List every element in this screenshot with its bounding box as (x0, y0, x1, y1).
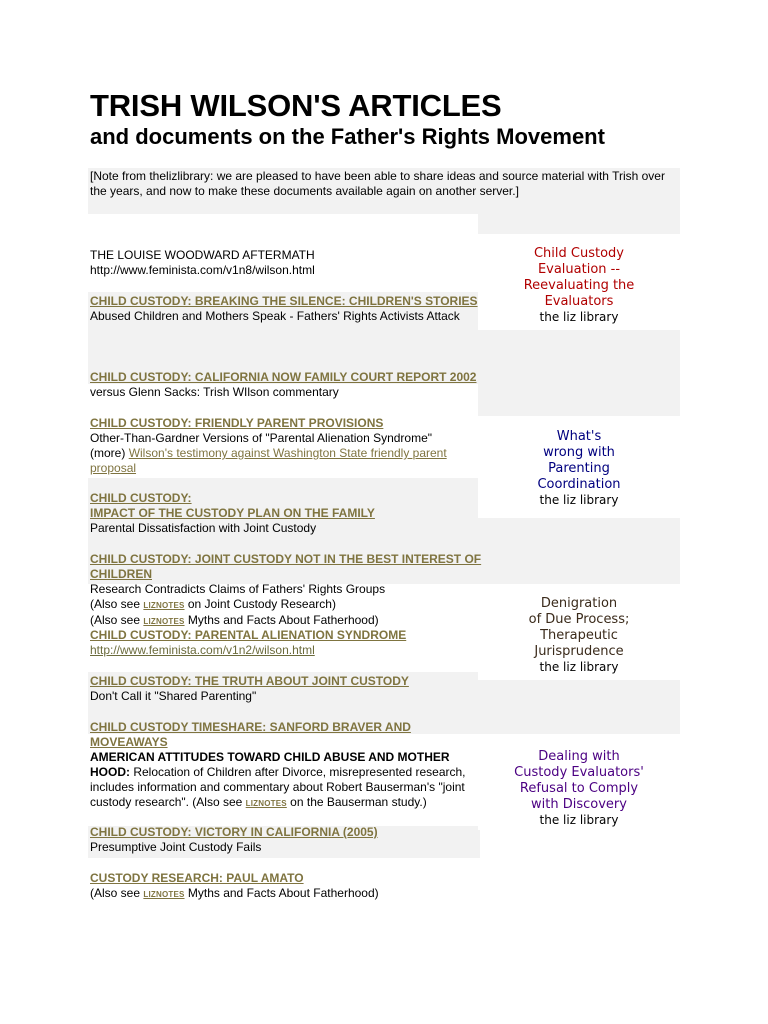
also-see-line (90, 613, 485, 629)
also-see-prefix: (Also see (90, 597, 141, 611)
sidebar-link-due-process[interactable] (478, 584, 680, 680)
sidebar-line: Therapeutic (540, 628, 618, 643)
sidebar-link-custody-evaluation[interactable] (478, 234, 680, 330)
article-link-california-now[interactable]: CHILD CUSTODY: CALIFORNIA NOW FAMILY COURT REPORT 2002 (90, 370, 477, 384)
sidebar-box-text (484, 749, 674, 828)
sidebar-link-parenting-coordination[interactable] (478, 416, 680, 518)
article-link-impact-heading[interactable]: CHILD CUSTODY: (90, 491, 192, 505)
editor-note: [Note from thelizlibrary: we are pleased to have been able to share ideas and source material with Trish over the years, and now to make these documents available again on another server.] (90, 169, 665, 198)
gray-band (478, 682, 680, 734)
article-link-paul-amato[interactable]: CUSTODY RESEARCH: PAUL AMATO (90, 871, 304, 885)
entry-description (90, 750, 485, 811)
sidebar-line: with Discovery (531, 797, 627, 812)
sidebar-line: Evaluators (544, 294, 614, 309)
liznotes-link[interactable]: LIZNOTES (245, 799, 287, 808)
sidebar-library-label: the liz library (539, 660, 619, 674)
sidebar-line: Parenting (548, 461, 610, 476)
entry-joint-custody (90, 552, 485, 629)
also-see-prefix: (Also see (90, 886, 141, 900)
more-label: (more) (90, 446, 126, 460)
gray-band (478, 214, 680, 234)
also-see-line (90, 597, 485, 613)
sidebar-line: Custody Evaluators' (514, 765, 644, 780)
entry-pas (90, 628, 485, 658)
entry-description: Don't Call it "Shared Parenting" (90, 689, 257, 703)
sidebar-box-text (484, 246, 674, 325)
entry-description: Research Contradicts Claims of Fathers' Rights Groups (90, 582, 386, 596)
sidebar-line: Child Custody (533, 246, 624, 261)
page-subtitle: and documents on the Father's Rights Movement (90, 124, 605, 149)
description-suffix: on the Bauserman study.) (290, 795, 427, 809)
sidebar-box-text (484, 596, 674, 675)
article-link-breaking-silence[interactable]: CHILD CUSTODY: BREAKING THE SILENCE: CHILDREN'S STORIES (90, 294, 478, 308)
article-link-impact[interactable]: IMPACT OF THE CUSTODY PLAN ON THE FAMILY (90, 506, 375, 520)
entry-truth-joint (90, 674, 485, 704)
entry-paul-amato (90, 871, 485, 902)
entry-description: Presumptive Joint Custody Fails (90, 840, 262, 854)
gray-band (478, 518, 680, 584)
also-see-line (90, 886, 485, 902)
sidebar-line: Evaluation -- (537, 262, 621, 277)
entry-title: THE LOUISE WOODWARD AFTERMATH (90, 248, 315, 262)
sidebar-line: Refusal to Comply (519, 781, 639, 796)
sidebar-line: Dealing with (538, 749, 620, 764)
article-link-truth-joint[interactable]: CHILD CUSTODY: THE TRUTH ABOUT JOINT CUSTODY (90, 674, 409, 688)
article-link-friendly-parent[interactable]: CHILD CUSTODY: FRIENDLY PARENT PROVISIONS (90, 416, 384, 430)
sidebar-library-label: the liz library (539, 310, 619, 324)
article-link-pas[interactable]: CHILD CUSTODY: PARENTAL ALIENATION SYNDROME (90, 628, 407, 642)
entry-california-now (90, 370, 485, 400)
testimony-link[interactable]: Wilson's testimony against Washington State friendly parent proposal (90, 446, 447, 475)
note-band (88, 168, 680, 214)
sidebar-line: Coordination (537, 477, 621, 492)
entry-description: Abused Children and Mothers Speak - Fathers' Rights Activists Attack (90, 309, 460, 323)
sidebar-line: Denigration (540, 596, 618, 611)
entry-url[interactable]: http://www.feminista.com/v1n2/wilson.html (90, 643, 315, 657)
entry-more-line (90, 446, 485, 476)
article-link-timeshare[interactable]: CHILD CUSTODY TIMESHARE: SANFORD BRAVER AND MOVEAWAYS (90, 720, 411, 749)
sidebar-line: Reevaluating the (523, 278, 635, 293)
sidebar-link-evaluators-discovery[interactable] (478, 734, 680, 830)
sidebar-library-label: the liz library (539, 493, 619, 507)
entry-description: Parental Dissatisfaction with Joint Custody (90, 521, 317, 535)
bold-subheading: AMERICAN ATTITUDES TOWARD CHILD ABUSE AND MOTHER HOOD: (90, 750, 450, 779)
entry-description: versus Glenn Sacks: Trish WIlson commentary (90, 385, 339, 399)
liznotes-link[interactable]: LIZNOTES (143, 890, 185, 899)
entry-description: Other-Than-Gardner Versions of "Parental Alienation Syndrome" (90, 431, 433, 445)
entry-breaking-silence (90, 294, 485, 324)
sidebar-line: wrong with (543, 445, 615, 460)
description-text: Relocation of Children after Divorce, misrepresented research, includes information and commentary about Robert Bauserman's "joint custody research". (Also see (90, 765, 466, 809)
also-see-suffix: Myths and Facts About Fatherhood) (187, 613, 379, 627)
sidebar-line: of Due Process; (528, 612, 630, 627)
sidebar-box-text (484, 429, 674, 508)
sidebar-line: Jurisprudence (534, 644, 624, 659)
entry-url[interactable]: http://www.feminista.com/v1n8/wilson.html (90, 263, 315, 277)
sidebar-line: What's (556, 429, 602, 444)
liznotes-link[interactable]: LIZNOTES (143, 617, 185, 626)
entry-impact (90, 491, 485, 536)
sidebar-library-label: the liz library (539, 813, 619, 827)
also-see-suffix: Myths and Facts About Fatherhood) (187, 886, 379, 900)
gray-band (478, 330, 680, 416)
entry-louise-woodward (90, 248, 485, 278)
article-link-victory-california[interactable]: CHILD CUSTODY: VICTORY IN CALIFORNIA (2005) (90, 825, 378, 839)
liznotes-link[interactable]: LIZNOTES (143, 601, 185, 610)
also-see-suffix: on Joint Custody Research) (187, 597, 336, 611)
also-see-prefix: (Also see (90, 613, 141, 627)
page-title: TRISH WILSON'S ARTICLES (90, 88, 502, 123)
entry-timeshare (90, 720, 485, 811)
entry-friendly-parent (90, 416, 485, 476)
entry-victory-california (90, 825, 485, 855)
article-link-joint-custody[interactable]: CHILD CUSTODY: JOINT CUSTODY NOT IN THE BEST INTEREST OF CHILDREN (90, 552, 482, 581)
